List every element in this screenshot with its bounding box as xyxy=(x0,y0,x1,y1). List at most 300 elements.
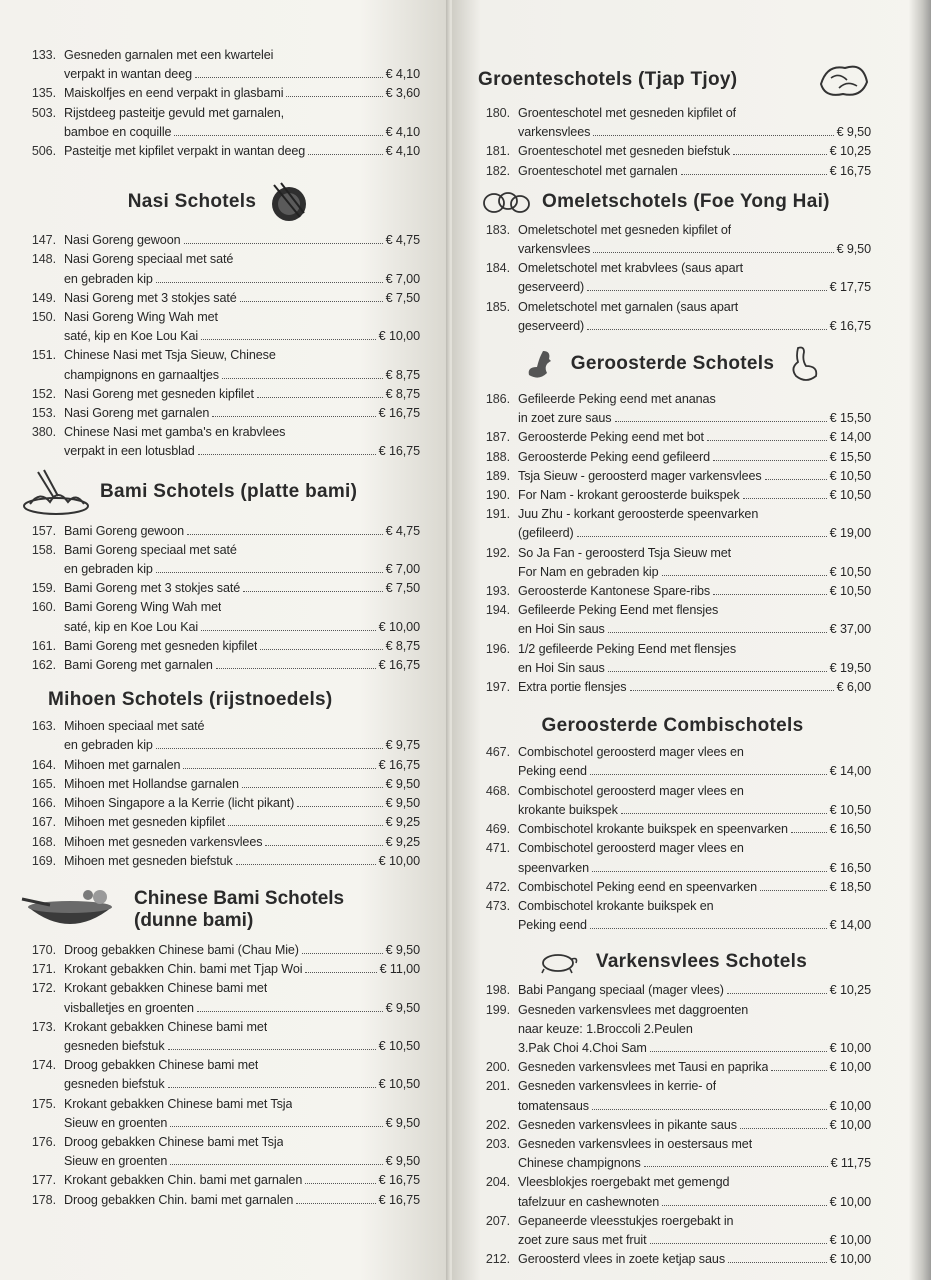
item-line xyxy=(518,221,871,240)
item-body xyxy=(64,598,420,636)
varkens-title: Varkensvlees Schotels xyxy=(595,951,808,973)
item-price: € 10,25 xyxy=(829,144,871,159)
item-price: € 16,50 xyxy=(829,822,871,837)
item-number: 200. xyxy=(485,1060,510,1075)
item-description: Nasi Goreng met garnalen xyxy=(64,406,210,421)
item-body xyxy=(518,1250,871,1269)
item-number: 147. xyxy=(31,233,56,248)
item-description: Omeletschotel met gesneden kipfilet of xyxy=(518,222,732,237)
item-description: Krokant gebakken Chinese bami met xyxy=(64,981,268,996)
item-line xyxy=(518,1193,871,1212)
item-body xyxy=(518,582,871,601)
menu-item xyxy=(474,1058,871,1077)
item-body xyxy=(64,833,420,852)
item-number: 469. xyxy=(485,822,510,837)
item-line xyxy=(64,794,420,813)
item-description: Gesneden varkensvlees met Tausi en paprika xyxy=(518,1060,769,1075)
item-description: Extra portie flensjes xyxy=(518,680,627,695)
item-number: 174. xyxy=(31,1058,56,1073)
menu-item xyxy=(20,598,420,636)
menu-item xyxy=(20,1171,420,1190)
item-number: 194. xyxy=(485,603,510,618)
dot-leader xyxy=(257,397,383,398)
item-line xyxy=(518,1173,871,1192)
item-line xyxy=(64,327,420,346)
item-body xyxy=(518,259,871,297)
item-number: 176. xyxy=(31,1134,56,1149)
bami-heading xyxy=(20,468,420,516)
menu-item xyxy=(20,1056,420,1094)
item-number: 158. xyxy=(31,542,56,557)
item-body xyxy=(64,1018,420,1056)
item-line xyxy=(64,1075,420,1094)
item-number: 181. xyxy=(485,144,510,159)
item-description: geserveerd) xyxy=(518,318,585,333)
menu-item xyxy=(474,259,871,297)
item-description: Nasi Goreng gewoon xyxy=(64,233,181,248)
item-body xyxy=(64,775,420,794)
item-body xyxy=(518,467,871,486)
item-description: Gesneden garnalen met een kwartelei xyxy=(64,48,274,62)
mihoen-heading xyxy=(48,689,420,711)
item-line xyxy=(64,1152,420,1171)
item-line xyxy=(64,756,420,775)
item-price: € 10,50 xyxy=(378,1077,420,1092)
item-body xyxy=(518,820,871,839)
menu-item xyxy=(474,820,871,839)
menu-item xyxy=(20,84,420,103)
menu-item xyxy=(20,104,420,142)
bami-title: Bami Schotels (platte bami) xyxy=(100,480,358,502)
item-description: Mihoen met gesneden kipfilet xyxy=(64,815,226,830)
item-line xyxy=(64,65,420,84)
item-number: 207. xyxy=(485,1213,510,1228)
groente-heading xyxy=(478,60,871,100)
item-line xyxy=(518,897,871,916)
item-description: gesneden biefstuk xyxy=(64,1077,165,1092)
item-line xyxy=(518,659,871,678)
item-line xyxy=(64,270,420,289)
menu-item xyxy=(474,162,871,181)
item-line xyxy=(64,598,420,617)
item-body xyxy=(64,346,420,384)
item-number: 165. xyxy=(31,776,56,791)
dot-leader xyxy=(593,135,833,136)
item-line xyxy=(64,813,420,832)
item-price: € 19,50 xyxy=(829,660,871,675)
item-line xyxy=(518,601,871,620)
menu-item xyxy=(20,404,420,423)
item-number: 166. xyxy=(31,796,56,811)
item-line xyxy=(64,385,420,404)
menu-item xyxy=(20,813,420,832)
menu-item xyxy=(20,346,420,384)
item-description: Krokant gebakken Chin. bami met garnalen xyxy=(64,1173,303,1188)
item-number: 173. xyxy=(31,1019,56,1034)
dot-leader xyxy=(170,1164,382,1165)
dot-leader xyxy=(728,1262,827,1263)
item-price: € 10,00 xyxy=(378,619,420,634)
item-description: Chinese champignons xyxy=(518,1156,641,1171)
item-description: bamboe en coquille xyxy=(64,124,172,139)
item-number: 187. xyxy=(485,430,510,445)
item-line xyxy=(518,409,871,428)
menu-item xyxy=(474,640,871,678)
item-description: krokante buikspek xyxy=(518,802,618,817)
item-price: € 14,00 xyxy=(829,430,871,445)
item-number: 149. xyxy=(31,290,56,305)
menu-item xyxy=(20,794,420,813)
dot-leader xyxy=(305,972,376,973)
item-price: € 9,50 xyxy=(385,942,420,957)
item-number: 189. xyxy=(485,468,510,483)
item-number: 193. xyxy=(485,584,510,599)
omelet-list xyxy=(474,221,871,336)
item-price: € 10,50 xyxy=(829,584,871,599)
bami-list xyxy=(20,522,420,676)
item-body xyxy=(518,448,871,467)
item-number: 164. xyxy=(31,757,56,772)
item-body xyxy=(518,544,871,582)
item-description: Gesneden varkensvlees in pikante saus xyxy=(518,1117,737,1132)
item-line xyxy=(64,46,420,65)
item-line xyxy=(518,762,871,781)
dot-leader xyxy=(791,832,827,833)
menu-item xyxy=(20,385,420,404)
item-price: € 19,00 xyxy=(829,526,871,541)
item-line xyxy=(518,859,871,878)
item-description: tafelzuur en cashewnoten xyxy=(518,1194,660,1209)
dot-leader xyxy=(740,1128,827,1129)
item-price: € 10,00 xyxy=(829,1040,871,1055)
item-line xyxy=(64,250,420,269)
item-number: 167. xyxy=(31,815,56,830)
item-line xyxy=(64,346,420,365)
item-number: 159. xyxy=(31,581,56,596)
item-line xyxy=(518,486,871,505)
item-body xyxy=(64,1171,420,1190)
item-price: € 9,50 xyxy=(385,776,420,791)
combi-title: Geroosterde Combischotels xyxy=(541,715,804,737)
item-description: Combischotel geroosterd mager vlees en xyxy=(518,783,744,798)
dot-leader xyxy=(198,454,376,455)
dot-leader xyxy=(650,1243,827,1244)
noodle-plate-icon xyxy=(20,468,92,516)
item-line xyxy=(64,775,420,794)
item-price: € 10,25 xyxy=(829,983,871,998)
item-price: € 16,75 xyxy=(829,163,871,178)
item-line xyxy=(518,123,871,142)
chinese-bami-heading xyxy=(20,885,420,935)
item-price: € 37,00 xyxy=(829,622,871,637)
item-number: 170. xyxy=(31,942,56,957)
item-description: Sieuw en groenten xyxy=(64,1115,168,1130)
menu-item xyxy=(474,448,871,467)
item-description: en gebraden kip xyxy=(64,738,153,753)
item-body xyxy=(64,1095,420,1133)
item-price: € 10,00 xyxy=(829,1232,871,1247)
menu-item xyxy=(474,298,871,336)
item-price: € 9,50 xyxy=(385,1115,420,1130)
item-body xyxy=(64,852,420,871)
item-body xyxy=(64,423,420,461)
dot-leader xyxy=(727,993,827,994)
item-description: Bami Goreng met 3 stokjes saté xyxy=(64,581,241,596)
dot-leader xyxy=(236,864,376,865)
item-body xyxy=(64,308,420,346)
item-line xyxy=(518,981,871,1000)
item-body xyxy=(64,385,420,404)
item-description: Juu Zhu - korkant geroosterde speenvarken xyxy=(518,507,759,522)
dot-leader xyxy=(681,174,827,175)
item-description: saté, kip en Koe Lou Kai xyxy=(64,619,199,634)
chinese-bami-title-1: Chinese Bami Schotels xyxy=(134,887,345,909)
menu-item xyxy=(474,142,871,161)
item-line xyxy=(64,142,420,161)
dot-leader xyxy=(296,1203,375,1204)
omelet-heading xyxy=(474,189,871,215)
item-line xyxy=(64,1171,420,1190)
item-description: varkensvlees xyxy=(518,125,591,140)
item-line xyxy=(518,801,871,820)
item-line xyxy=(64,1037,420,1056)
varkens-heading xyxy=(474,949,871,975)
item-body xyxy=(518,678,871,697)
item-description: Chinese Nasi met Tsja Sieuw, Chinese xyxy=(64,348,276,363)
item-description: 1/2 gefileerde Peking Eend met flensjes xyxy=(518,641,737,656)
item-line xyxy=(64,404,420,423)
item-price: € 7,00 xyxy=(385,271,420,286)
item-line xyxy=(64,999,420,1018)
item-description: Omeletschotel met garnalen (saus apart xyxy=(518,299,739,314)
item-number: 380. xyxy=(31,425,56,440)
mihoen-title: Mihoen Schotels (rijstnoedels) xyxy=(48,689,333,711)
item-description: Krokant gebakken Chinese bami met Tsja xyxy=(64,1096,293,1111)
item-description: For Nam - krokant geroosterde buikspek xyxy=(518,488,740,503)
item-price: € 10,50 xyxy=(829,564,871,579)
item-number: 198. xyxy=(485,983,510,998)
item-body xyxy=(518,981,871,1000)
item-number: 186. xyxy=(485,392,510,407)
item-body xyxy=(64,84,420,103)
item-number: 157. xyxy=(31,523,56,538)
dot-leader xyxy=(713,460,827,461)
dot-leader xyxy=(608,632,827,633)
groente-list xyxy=(474,104,871,181)
item-number: 151. xyxy=(31,348,56,363)
item-price: € 8,75 xyxy=(385,638,420,653)
dot-leader xyxy=(662,575,827,576)
eggs-icon xyxy=(482,189,530,215)
menu-item xyxy=(20,941,420,960)
menu-item xyxy=(20,656,420,675)
item-price: € 3,60 xyxy=(385,86,420,101)
dot-leader xyxy=(156,282,383,283)
groente-title: Groenteschotels (Tjap Tjoy) xyxy=(478,69,738,90)
item-number: 473. xyxy=(485,898,510,913)
dot-leader xyxy=(197,1011,383,1012)
nasi-title: Nasi Schotels xyxy=(127,191,257,213)
combi-heading xyxy=(474,715,871,737)
dot-leader xyxy=(183,768,375,769)
item-line xyxy=(64,717,420,736)
item-line xyxy=(518,448,871,467)
item-line xyxy=(64,637,420,656)
item-description: Combischotel krokante buikspek en xyxy=(518,898,714,913)
item-number: 163. xyxy=(31,719,56,734)
item-description: Nasi Goreng met 3 stokjes saté xyxy=(64,290,237,305)
item-line xyxy=(518,162,871,181)
item-body xyxy=(518,486,871,505)
item-description: Groenteschotel met gesneden biefstuk xyxy=(518,144,731,159)
dot-leader xyxy=(621,813,827,814)
item-body xyxy=(64,1056,420,1094)
item-number: 204. xyxy=(485,1175,510,1190)
item-body xyxy=(64,104,420,142)
menu-item xyxy=(474,878,871,897)
item-description: Peking eend xyxy=(518,764,587,779)
menu-item xyxy=(20,1095,420,1133)
item-number: 199. xyxy=(485,1002,510,1017)
pig-icon xyxy=(538,949,578,975)
dot-leader xyxy=(212,416,375,417)
menu-item xyxy=(20,142,420,161)
item-description: Droog gebakken Chinese bami (Chau Mie) xyxy=(64,942,299,957)
dot-leader xyxy=(265,845,382,846)
item-description: (gefileerd) xyxy=(518,526,574,541)
item-line xyxy=(518,1077,871,1096)
item-price: € 4,10 xyxy=(385,144,420,159)
item-description: Pasteitje met kipfilet verpakt in wantan deeg xyxy=(64,144,306,159)
chinese-bami-list xyxy=(20,941,420,1210)
item-description: Rijstdeeg pasteitje gevuld met garnalen, xyxy=(64,105,285,120)
item-price: € 4,10 xyxy=(385,124,420,139)
dot-leader xyxy=(615,421,827,422)
item-body xyxy=(518,142,871,161)
item-body xyxy=(518,1001,871,1059)
item-line xyxy=(518,1212,871,1231)
item-description: Babi Pangang speciaal (mager vlees) xyxy=(518,983,724,998)
item-line xyxy=(518,782,871,801)
item-line xyxy=(518,1116,871,1135)
vegetables-icon xyxy=(817,60,871,100)
menu-item xyxy=(474,743,871,781)
item-description: Gesneden varkensvlees in oestersaus met xyxy=(518,1136,753,1151)
menu-item xyxy=(20,289,420,308)
item-line xyxy=(64,1095,420,1114)
item-body xyxy=(64,541,420,579)
item-line xyxy=(518,563,871,582)
dot-leader xyxy=(577,536,827,537)
item-number: 188. xyxy=(485,449,510,464)
menu-item xyxy=(474,678,871,697)
item-line xyxy=(64,656,420,675)
menu-item xyxy=(474,544,871,582)
item-body xyxy=(64,231,420,250)
item-description: verpakt in een lotusblad xyxy=(64,444,195,459)
item-price: € 10,50 xyxy=(829,802,871,817)
menu-item xyxy=(20,423,420,461)
item-line xyxy=(64,308,420,327)
dot-leader xyxy=(771,1070,826,1071)
item-number: 197. xyxy=(485,680,510,695)
menu-item xyxy=(474,839,871,877)
item-description: en gebraden kip xyxy=(64,562,153,577)
item-line xyxy=(64,123,420,142)
item-price: € 16,50 xyxy=(829,860,871,875)
menu-item xyxy=(474,582,871,601)
item-body xyxy=(518,839,871,877)
item-line xyxy=(64,442,420,461)
dot-leader xyxy=(590,928,827,929)
item-number: 177. xyxy=(31,1173,56,1188)
item-number: 178. xyxy=(31,1192,56,1207)
item-number: 182. xyxy=(485,163,510,178)
item-number: 168. xyxy=(31,834,56,849)
menu-item xyxy=(474,390,871,428)
dot-leader xyxy=(228,825,383,826)
dot-leader xyxy=(592,1109,827,1110)
item-price: € 16,75 xyxy=(829,318,871,333)
item-price: € 10,00 xyxy=(829,1117,871,1132)
item-description: Maiskolfjes en eend verpakt in glasbami xyxy=(64,86,284,101)
item-line xyxy=(518,582,871,601)
item-line xyxy=(518,524,871,543)
item-body xyxy=(518,1173,871,1211)
geroosterd-title: Geroosterde Schotels xyxy=(570,353,775,375)
item-price: € 11,75 xyxy=(830,1156,871,1171)
item-description: Vleesblokjes roergebakt met gemengd xyxy=(518,1175,730,1190)
item-description: Sieuw en groenten xyxy=(64,1154,168,1169)
menu-item xyxy=(474,1001,871,1059)
item-description: Combischotel geroosterd mager vlees en xyxy=(518,745,744,760)
item-description: Gesneden varkensvlees in kerrie- of xyxy=(518,1079,717,1094)
item-description: Krokant gebakken Chinese bami met xyxy=(64,1019,268,1034)
menu-item xyxy=(474,505,871,543)
item-body xyxy=(518,162,871,181)
item-number: 190. xyxy=(485,488,510,503)
item-description: Gefileerde Peking eend met ananas xyxy=(518,392,716,407)
menu-item xyxy=(474,782,871,820)
item-body xyxy=(64,1191,420,1210)
item-body xyxy=(518,1212,871,1250)
item-description: Peking eend xyxy=(518,918,587,933)
item-price: € 16,75 xyxy=(378,658,420,673)
menu-item xyxy=(474,1173,871,1211)
menu-item xyxy=(474,1077,871,1115)
item-line xyxy=(64,1114,420,1133)
item-price: € 9,50 xyxy=(836,242,871,257)
dot-leader xyxy=(765,479,827,480)
dot-leader xyxy=(630,690,834,691)
item-body xyxy=(518,601,871,639)
item-description: Groenteschotel met gesneden kipfilet of xyxy=(518,106,737,120)
item-body xyxy=(518,1077,871,1115)
item-body xyxy=(64,794,420,813)
item-description: Nasi Goreng met gesneden kipfilet xyxy=(64,386,254,401)
item-price: € 8,75 xyxy=(385,367,420,382)
menu-item xyxy=(474,601,871,639)
dot-leader xyxy=(662,1205,827,1206)
item-line xyxy=(518,878,871,897)
item-description: Combischotel geroosterd mager vlees en xyxy=(518,841,744,856)
menu-item xyxy=(474,1212,871,1250)
item-line xyxy=(64,852,420,871)
rice-bowl-icon xyxy=(266,179,312,225)
dot-leader xyxy=(168,1049,376,1050)
item-number: 203. xyxy=(485,1136,510,1151)
item-body xyxy=(64,979,420,1017)
